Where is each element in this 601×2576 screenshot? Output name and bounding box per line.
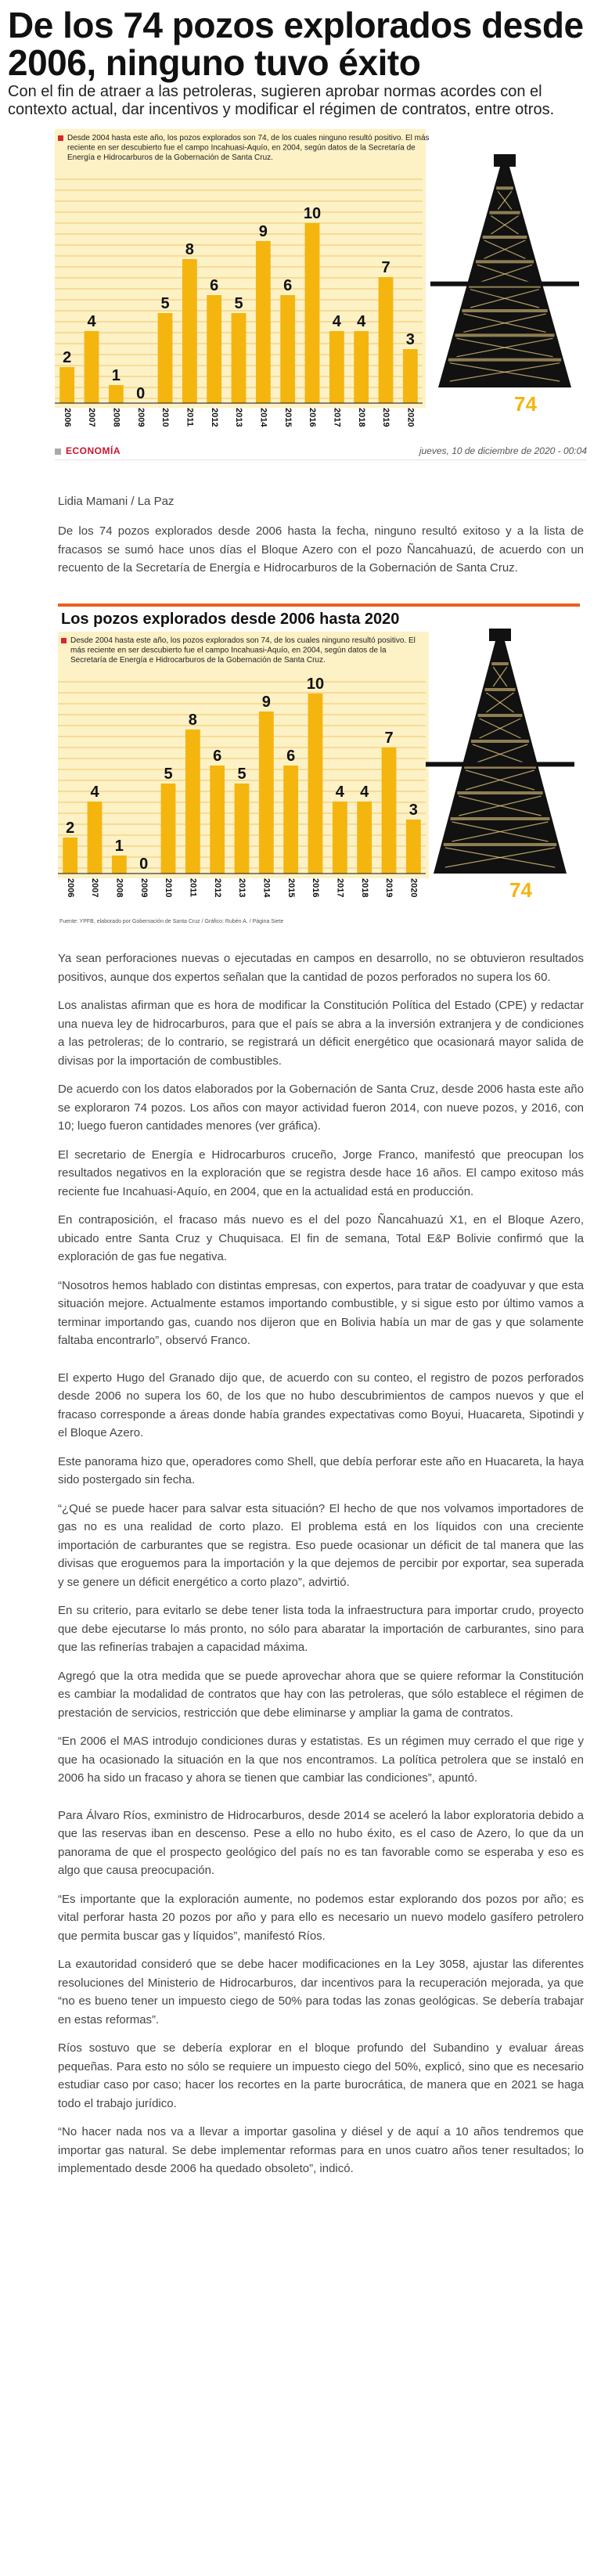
chart-title: Los pozos explorados desde 2006 hasta 2020	[61, 611, 400, 628]
tick-label: 2011	[185, 408, 195, 427]
bar-2016	[305, 223, 320, 403]
tick-label: 2012	[212, 878, 222, 898]
data-label: 7	[384, 730, 394, 747]
tick-label: 2015	[286, 878, 296, 898]
bar-2012	[210, 766, 225, 874]
derrick-brace	[451, 817, 550, 820]
data-label: 6	[283, 277, 293, 294]
tick-label: 2013	[237, 878, 247, 898]
paragraph: El secretario de Energía e Hidrocarburos cruceño, Jorge Franco, manifestó que preocupan los resultados negativos en la exploración que se registra desde hace 16 años. El campo exitoso más reciente fue Incahuasi-Aquío, en 2004, que en la actualidad está en producción.	[58, 1147, 584, 1198]
data-label: 6	[213, 748, 222, 765]
data-label: 1	[111, 367, 121, 384]
data-label: 6	[210, 277, 219, 294]
chart-note: Desde 2004 hasta este año, los pozos explorados son 74, de los cuales ninguno resultó positivo. El	[70, 636, 416, 645]
paragraph: En su criterio, para evitarlo se debe tener lista toda la infraestructura para importar crudo, proyecto que debe ejecutarse lo más pronto, no sólo para abaratar la importación de carburantes, sino para que las refinerías trabajen a capacidad máxima.	[58, 1604, 584, 1654]
total-value: 74	[514, 392, 537, 416]
derrick-platform	[430, 282, 579, 286]
paragraph: “En 2006 el MAS introdujo condiciones duras y estatistas. Es un régimen muy cerrado el que rige y que ha ocasionado la situación en la que nos encontramos. La política petrolera que se instaló en 2006 ha sido un fracaso y ahora se tienen que cambiar las condiciones”, apuntó.	[58, 1735, 584, 1785]
tick-label: 2011	[188, 878, 198, 897]
paragraph: El experto Hugo del Granado dijo que, de acuerdo con su conteo, el registro de pozos perforados desde 2006 no supera los 60, de los que no hubo descubrimientos de campos nuevos y que el fracaso corresponde a áreas donde había grandes expectativas como Boyui, Huacareta, Sipotindi y el Bloque Azero.	[58, 1371, 584, 1439]
tick-label: 2008	[114, 878, 124, 898]
paragraph: Ríos sostuvo que se debería explorar en el bloque profundo del Subandino y evaluar áreas pequeñas. Para esto no sólo se requiere un impuesto ciego del 50%, explicó, sino que es necesario estudiar caso por caso; hacer los recortes en la parte burocrática, de manera que en 2021 se haga todo el trabajo jurídico.	[58, 2041, 584, 2110]
bar-2010	[158, 313, 173, 403]
tick-label: 2006	[62, 408, 72, 427]
bar-2011	[185, 730, 200, 874]
paragraph: De acuerdo con los datos elaborados por la Gobernación de Santa Cruz, desde 2006 hasta este año se exploraron 74 pozos. Los años con mayor actividad fueron 2014, con nueve pozos, y 2016, con 10; luego fueron cantidades menores (ver gráfica).	[58, 1083, 584, 1133]
bar-2017	[329, 331, 344, 403]
title-bar	[58, 603, 580, 607]
chart-note: reciente en ser descubierto fue el campo Incahuasi-Aquío, en 2004, según datos de la Secretaría de	[67, 143, 416, 153]
tick-label: 2019	[381, 408, 391, 427]
bar-2010	[161, 784, 176, 874]
tick-label: 2017	[335, 878, 345, 898]
bar-2008	[112, 856, 127, 874]
bar-2018	[357, 802, 372, 874]
tick-label: 2008	[111, 408, 121, 427]
chart-note: Desde 2004 hasta este año, los pozos explorados son 74, de los cuales ninguno resultó positivo. El más	[67, 134, 430, 142]
bar-2019	[379, 277, 394, 403]
tick-label: 2016	[311, 878, 321, 898]
paragraph: Este panorama hizo que, operadores como Shell, que debía perforar este año en Huacareta, la haya sido postergado sin fecha.	[58, 1454, 584, 1486]
bar-2016	[308, 694, 323, 874]
paragraph: “Es importante que la exploración aumente, no podemos estar explorando dos pozos por año; es vital perforar hasta 20 pozos por año y para ello es necesario un nuevo modelo gasífero petrolero que permita buscar gas y líquidos”, manifestó Ríos.	[58, 1892, 584, 1943]
section-tag[interactable]: ECONOMÍA	[55, 445, 121, 456]
headline: De los 74 pozos explorados desde 2006, ninguno tuvo éxito	[8, 5, 584, 83]
paragraph: “Nosotros hemos hablado con distintas empresas, con expertos, para tratar de coadyuvar y que esta situación mejore. Actualmente estamos importando combustible, y si sigue esto por último vamos a terminar importando gas, cuando nos dijeron que en Bolivia había un mar de gas y que solamente faltaba encontrarlo”, observó Franco.	[58, 1278, 584, 1347]
lead-paragraph: De los 74 pozos explorados desde 2006 hasta la fecha, ninguno resultó exitoso y a la lista de fracasos se sumó hace unos días el Bloque Azero con el pozo Ñancahuazú, de acuerdo con un recuento de la Secretaría de Energía e Hidrocarburos de la Gobernación de Santa Cruz.	[58, 524, 584, 575]
data-label: 8	[185, 241, 194, 258]
derrick-brace	[448, 358, 561, 362]
infographic	[58, 603, 580, 924]
bar-2007	[85, 331, 99, 403]
data-label: 3	[408, 802, 418, 819]
derrick-brace	[489, 211, 520, 214]
bar-2006	[63, 838, 77, 874]
paragraph: En contraposición, el fracaso más nuevo es el del pozo Ñancahuazú X1, en el Bloque Azero, ubicado entre Santa Cruz y Chuquisaca. El fin de semana, Total E&P Bolivie confirmó que la exploración de gas fue negativa.	[58, 1213, 584, 1263]
data-label: 8	[188, 712, 197, 729]
bar-2006	[59, 367, 74, 403]
bar-2014	[256, 241, 271, 403]
paragraph: Ya sean perforaciones nuevas o ejecutadas en campos en desarrollo, no se obtuvieron resultados positivos, aunque dos expertos señalan que la cantidad de pozos perforados no supera los 60.	[58, 952, 584, 984]
derrick-crown	[494, 154, 516, 167]
derrick-brace	[476, 260, 534, 263]
data-label: 4	[87, 313, 96, 330]
tick-label: 2020	[408, 878, 419, 898]
tick-label: 2015	[283, 408, 293, 427]
data-label: 9	[261, 694, 271, 711]
bar-2011	[182, 259, 197, 403]
derrick-brace	[457, 791, 542, 794]
chart-note: Energía e Hidrocarburos de la Gobernación de Santa Cruz.	[67, 153, 273, 162]
data-label: 10	[303, 205, 322, 222]
total-value: 74	[509, 878, 532, 902]
bar-2014	[259, 712, 274, 874]
tick-label: 2013	[234, 408, 244, 427]
bar-2007	[88, 802, 103, 874]
data-label: 0	[136, 385, 146, 402]
derrick-platform	[426, 762, 574, 766]
subheadline: Con el fin de atraer a las petroleras, sugieren aprobar normas acordes con el contexto actual, dar incentivos y modificar el régimen de contratos, entre otros.	[8, 83, 555, 118]
data-label: 3	[405, 331, 415, 348]
derrick-brace	[455, 333, 555, 337]
data-label: 6	[286, 748, 296, 765]
data-label: 4	[357, 313, 366, 330]
bar-2008	[109, 385, 124, 403]
data-label: 10	[306, 676, 325, 693]
tick-label: 2006	[65, 878, 75, 898]
byline: Lidia Mamani / La Paz	[58, 495, 175, 508]
tick-label: 2014	[261, 878, 272, 898]
featured-chart	[55, 129, 587, 438]
tick-label: 2012	[209, 408, 219, 427]
data-label: 7	[381, 259, 390, 276]
data-label: 5	[234, 295, 243, 312]
publish-date: jueves, 10 de diciembre de 2020 - 00:04	[419, 445, 587, 456]
derrick-brace	[478, 714, 523, 717]
paragraph: Agregó que la otra medida que se puede aprovechar ahora que se quiere reformar la Constitución es cambiar la modalidad de contratos que hay con las petroleras, que sólo establece el régimen de prestación de servicios, restricción que debe eliminarse y ampliar la gama de contratos.	[58, 1669, 584, 1720]
derrick-brace	[491, 662, 509, 665]
derrick-brace	[483, 236, 527, 239]
paragraph: “No hacer nada nos va a llevar a importar gasolina y diésel y de aquí a 10 años tendremos que importar gas natural. Se debe implementar reformas para en unos cuatro años tener resultados; lo implementado desde 2006 ha quedado obsoleto”, indicó.	[58, 2125, 584, 2175]
paragraph: La exautoridad consideró que se debe hacer modificaciones en la Ley 3058, ajustar las diferentes resoluciones del Ministerio de Hidrocarburos, dar incentivos para la recuperación mejorada, ya que “no es bueno tener un impuesto ciego de 50% para todas las zonas geológicas. Se debería trabajar en estas reformas”.	[58, 1958, 584, 2027]
tick-label: 2018	[356, 408, 366, 427]
tick-label: 2009	[135, 408, 146, 427]
chart-source: Fuente: YPFB, elaborado por Gobernación de Santa Cruz / Gráfico: Rubén A. / Página Siete	[59, 919, 284, 924]
data-label: 4	[90, 784, 99, 801]
article-body	[58, 949, 584, 2189]
chart-note: más reciente en ser descubierto fue el campo Incahuasi-Aquío, en 2004, según datos de la	[70, 646, 387, 655]
total-label: TOTAL	[473, 885, 509, 898]
data-label: 1	[114, 838, 124, 855]
tick-label: 2019	[384, 878, 394, 898]
article-meta	[55, 441, 587, 460]
bar-2013	[232, 313, 247, 403]
bar-2019	[382, 748, 397, 874]
tick-label: 2010	[164, 878, 174, 898]
derrick-brace	[496, 186, 513, 189]
chart-note: Secretaría de Energía e Hidrocarburos de la Gobernación de Santa Cruz.	[70, 656, 326, 665]
tick-label: 2010	[160, 408, 171, 427]
bar-2020	[406, 820, 421, 874]
tick-label: 2007	[90, 878, 100, 898]
bar-2013	[235, 784, 250, 874]
note-bullet	[58, 135, 63, 141]
derrick-brace	[484, 688, 515, 691]
note-bullet	[61, 638, 67, 643]
tick-label: 2009	[139, 878, 149, 898]
data-label: 2	[63, 349, 72, 366]
bar-2012	[207, 295, 221, 403]
derrick-brace	[444, 843, 556, 846]
tick-label: 2014	[258, 408, 268, 427]
bar-2020	[403, 349, 418, 403]
paragraph: “¿Qué se puede hacer para salvar esta situación? El hecho de que nos volvamos importadores de gas no es una realidad de corto plazo. El problema está en los líquidos con una creciente importación de carburantes que se registra. Eso puede ocasionar un déficit de tal manera que las divisas que eroguemos para la importación y la que dejemos de percibir por exportar, sea superada y se genere un déficit energético a corto plazo”, advirtió.	[58, 1501, 584, 1589]
data-label: 9	[258, 223, 268, 240]
tick-label: 2017	[332, 408, 342, 427]
infographic-chart	[58, 603, 580, 924]
tick-label: 2018	[359, 878, 369, 898]
total-label: TOTAL	[478, 399, 514, 412]
tick-label: 2016	[308, 408, 318, 427]
bar-2017	[333, 802, 347, 874]
tick-label: 2007	[87, 408, 97, 427]
tick-label: 2020	[405, 408, 416, 427]
derrick-crown	[489, 629, 511, 641]
data-label: 4	[332, 313, 341, 330]
data-label: 5	[160, 295, 170, 312]
data-label: 4	[335, 784, 344, 801]
bar-2015	[280, 295, 295, 403]
featured-image[interactable]	[55, 129, 587, 438]
bar-2015	[283, 766, 298, 874]
data-label: 0	[139, 856, 149, 873]
derrick-brace	[471, 740, 529, 743]
data-label: 5	[164, 766, 173, 783]
data-label: 5	[237, 766, 247, 783]
derrick-brace	[462, 309, 547, 312]
paragraph: Para Álvaro Ríos, exministro de Hidrocarburos, desde 2014 se aceleró la labor exploratoria debido a que las reservas iban en descenso. Pese a ello no hubo éxito, es el caso de Azero, lo que da un panorama de que el prospecto geológico del país no es tan favorable como se esperaba y eso es algo que causa preocupación.	[58, 1808, 584, 1877]
paragraph: Los analistas afirman que es hora de modificar la Constitución Política del Estado (CPE) y redactar una nueva ley de hidrocarburos, para que el país se abra a la inversión extranjera y de condiciones a las petroleras; de lo contrario, se registrará un déficit energético que ocasionará mayor salida de divisas por la importación de combustibles.	[58, 999, 584, 1068]
bar-2018	[354, 331, 369, 403]
data-label: 2	[66, 820, 75, 837]
data-label: 4	[360, 784, 369, 801]
